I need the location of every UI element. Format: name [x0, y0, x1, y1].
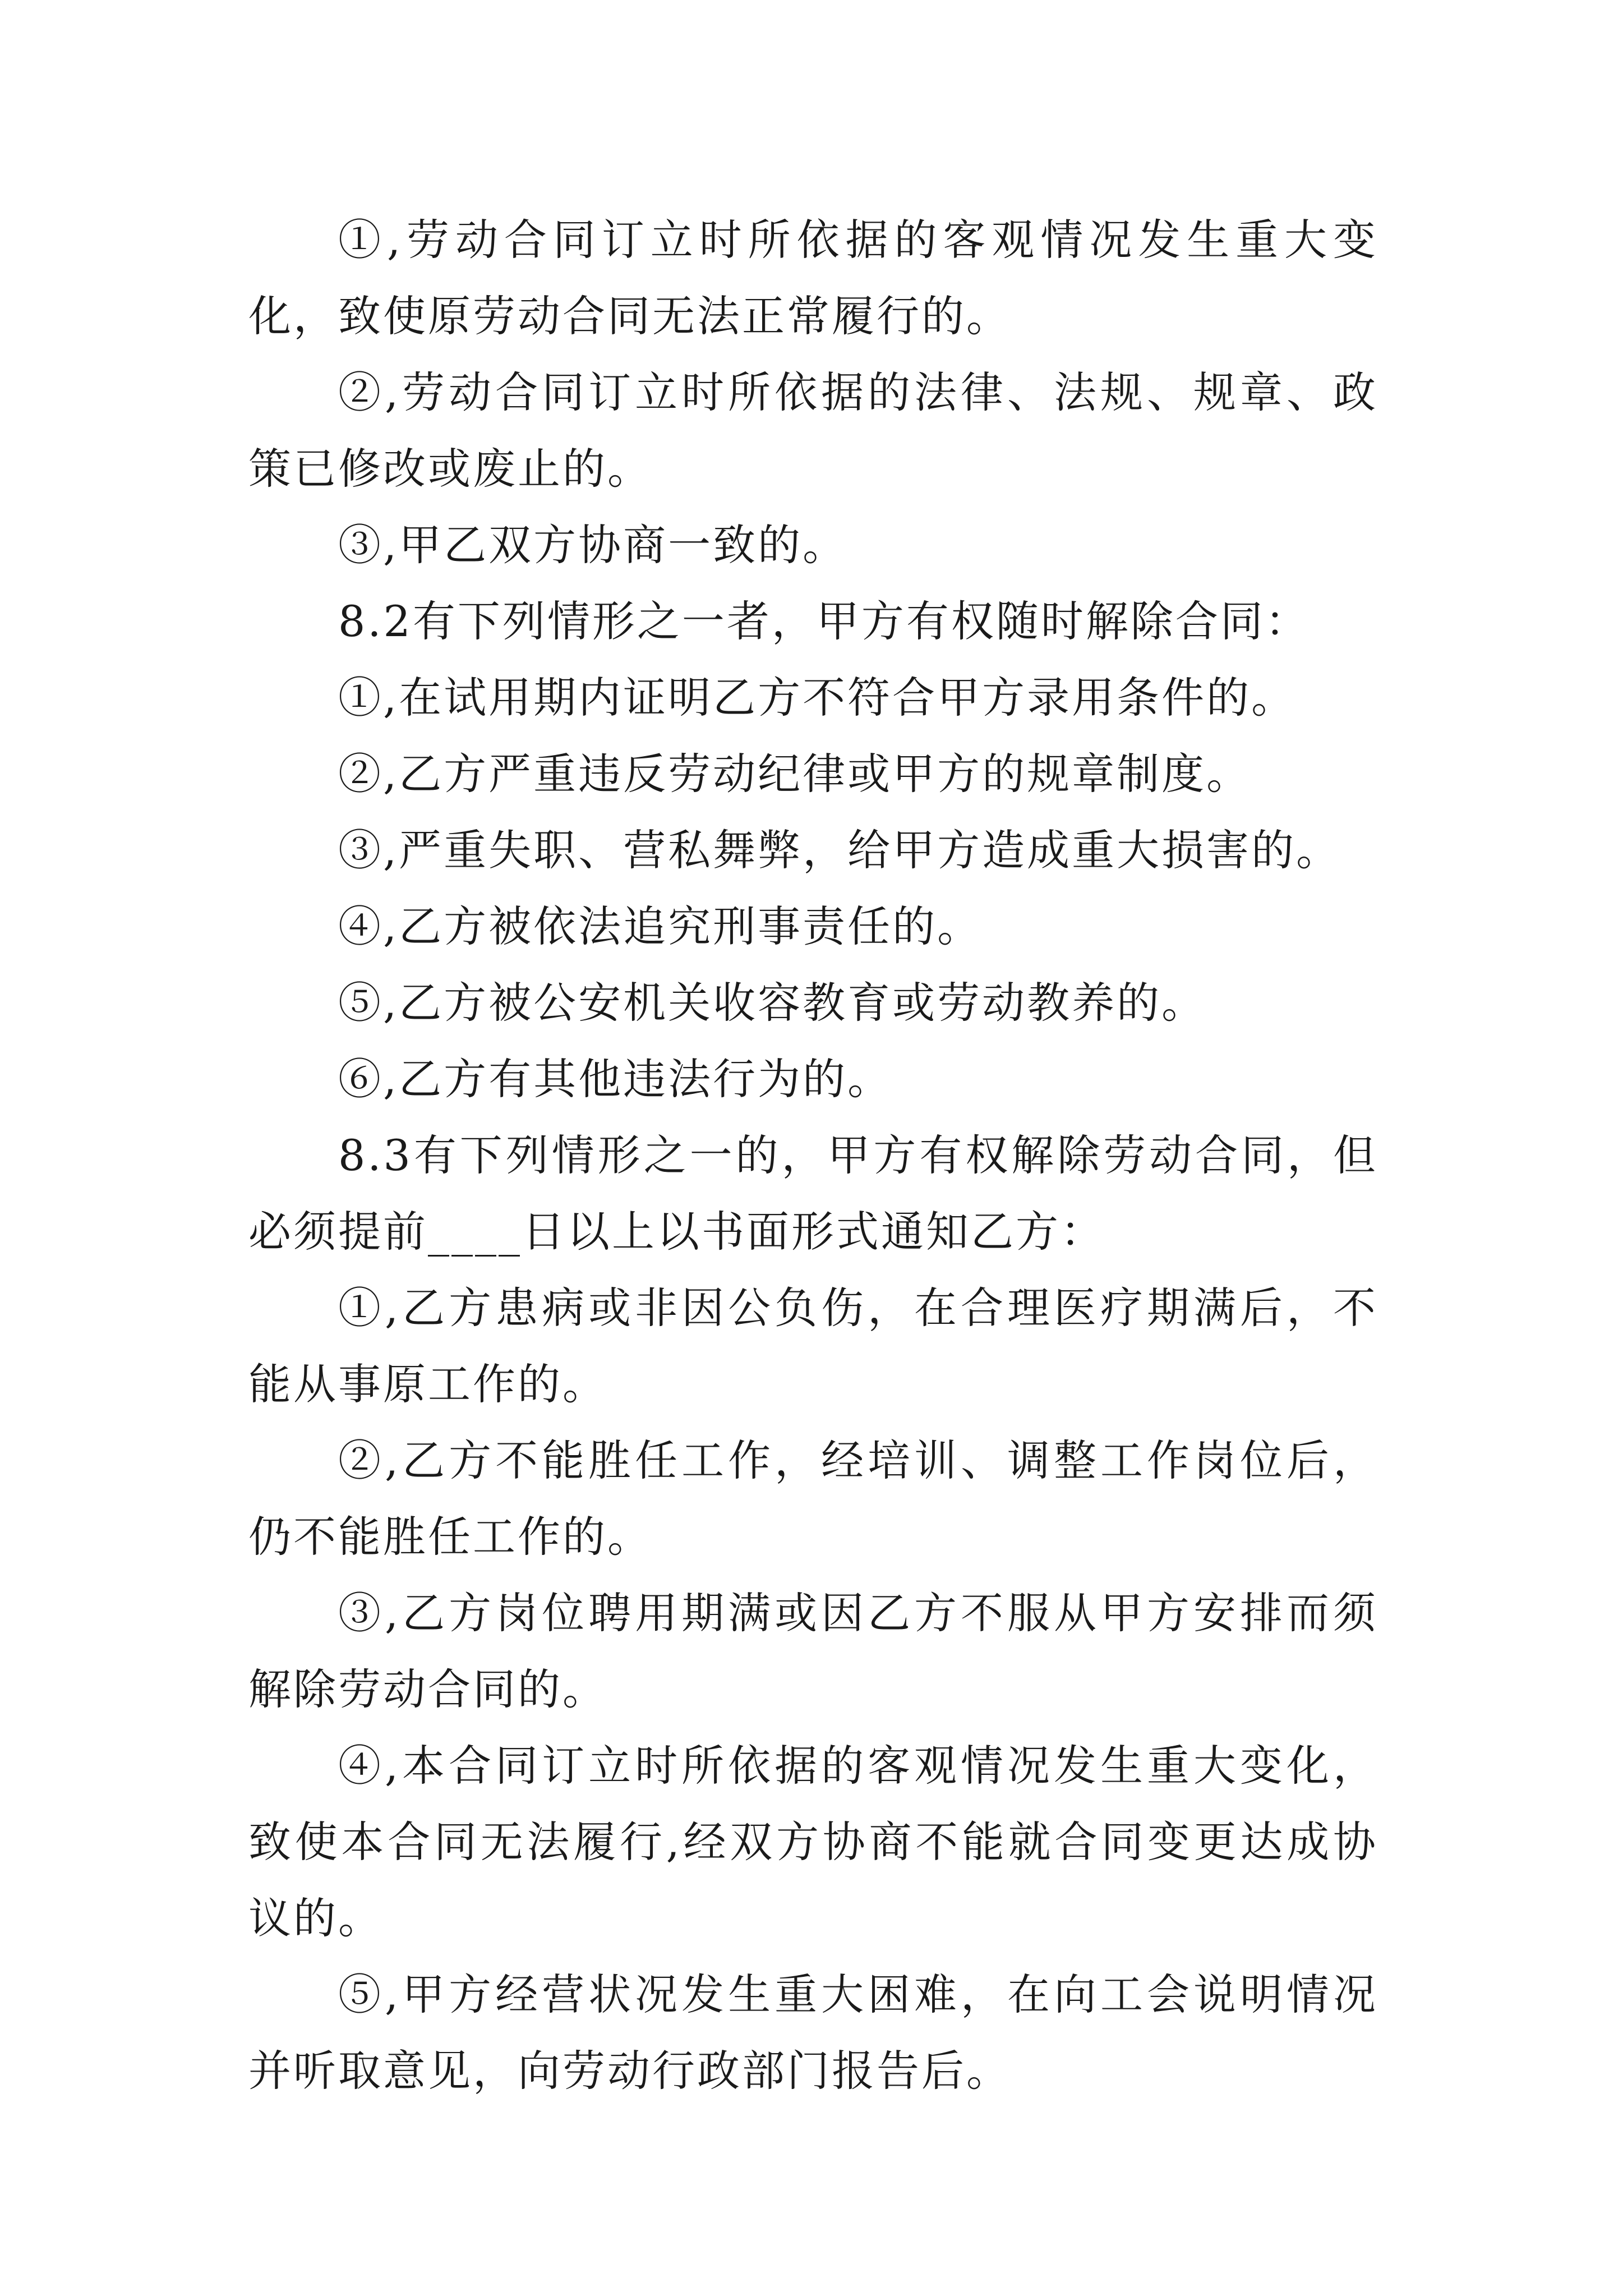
paragraph: ②,劳动合同订立时所依据的法律、法规、规章、政策已修改或废止的。	[248, 367, 1378, 494]
paragraph: ③,乙方岗位聘用期满或因乙方不服从甲方安排而须解除劳动合同的。	[248, 1588, 1378, 1714]
paragraph: ④,本合同订立时所依据的客观情况发生重大变化，致使本合同无法履行,经双方协商不能就合同变更达成协议的。	[248, 1741, 1378, 1943]
paragraph: ⑥,乙方有其他违法行为的。	[338, 1054, 893, 1104]
paragraph: ①,在试用期内证明乙方不符合甲方录用条件的。	[338, 673, 1297, 723]
paragraph: 8.3有下列情形之一的，甲方有权解除劳动合同，但必须提前____日以上以书面形式通知乙方：	[248, 1130, 1378, 1257]
paragraph: ①,劳动合同订立时所依据的客观情况发生重大变化，致使原劳动合同无法正常履行的。	[248, 215, 1378, 341]
document-body	[248, 202, 1378, 2109]
paragraph: ③,甲乙双方协商一致的。	[338, 520, 848, 570]
paragraph: ④,乙方被依法追究刑事责任的。	[338, 901, 983, 951]
paragraph: ①,乙方患病或非因公负伤，在合理医疗期满后，不能从事原工作的。	[248, 1283, 1378, 1409]
paragraph: ②,乙方严重违反劳动纪律或甲方的规章制度。	[338, 749, 1252, 799]
paragraph: ⑤,甲方经营状况发生重大困难，在向工会说明情况并听取意见，向劳动行政部门报告后。	[248, 1970, 1378, 2096]
paragraph: ⑤,乙方被公安机关收容教育或劳动教养的。	[338, 978, 1207, 1028]
paragraph: ③,严重失职、营私舞弊，给甲方造成重大损害的。	[338, 825, 1341, 875]
paragraph: 8.2有下列情形之一者，甲方有权随时解除合同：	[338, 596, 1310, 646]
paragraph: ②,乙方不能胜任工作，经培训、调整工作岗位后，仍不能胜任工作的。	[248, 1435, 1378, 1562]
